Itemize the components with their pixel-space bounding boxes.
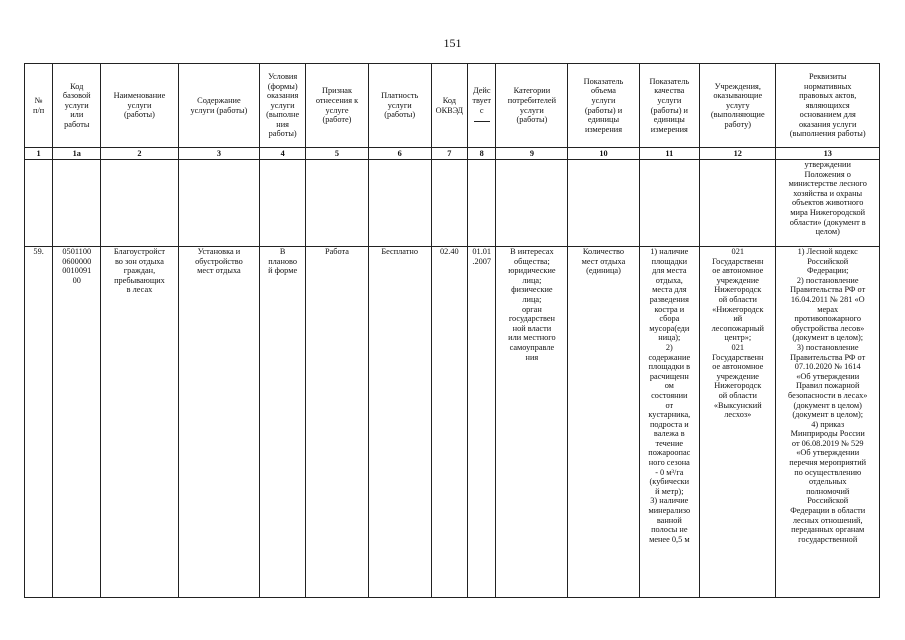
record-code-cell: 0501100 0600000 0010091 00 — [53, 247, 101, 598]
column-number: 3 — [178, 148, 260, 160]
table-cell-empty — [639, 160, 700, 247]
header-cell-quality: Показатель качества услуги (работы) и единицы измерения — [639, 64, 700, 148]
column-number: 1 — [25, 148, 53, 160]
header-cell-content: Содержание услуги (работы) — [178, 64, 260, 148]
record-okved-cell: 02.40 — [431, 247, 468, 598]
record-content-cell: Установка и обустройство мест отдыха — [178, 247, 260, 598]
header-cell-legal-acts: Реквизиты нормативных правовых актов, являющихся основанием для оказания услуги (выполнения работы) — [776, 64, 880, 148]
table-cell-empty — [568, 160, 639, 247]
header-cell-base-code: Код базовой услуги или работы — [53, 64, 101, 148]
record-valid-from-cell: 01.01 .2007 — [468, 247, 496, 598]
services-registry-table — [24, 63, 880, 598]
header-cell-valid-from — [468, 64, 496, 148]
record-number-cell: 59. — [25, 247, 53, 598]
column-number: 9 — [496, 148, 568, 160]
column-number: 11 — [639, 148, 700, 160]
header-cell-attribute: Признак отнесения к услуге (работе) — [306, 64, 369, 148]
table-cell-empty — [53, 160, 101, 247]
header-cell-conditions: Условия (формы) оказания услуги (выполне ния работы) — [260, 64, 306, 148]
record-conditions-cell: В планово й форме — [260, 247, 306, 598]
column-number: 8 — [468, 148, 496, 160]
table-row-continuation — [25, 160, 880, 247]
table-cell-empty — [25, 160, 53, 247]
table-cell-empty — [368, 160, 431, 247]
column-number: 5 — [306, 148, 369, 160]
table-row-59 — [25, 247, 880, 598]
record-quality-cell: 1) наличие площадки для места отдыха, места для разведения костра и сбора мусора(еди ница); 2) содержание площадки в расчищенн ом состоянии от кустарника, подроста и валежа в течение пожароопас ного сезона - 0 м³/га (кубически й метр); 3) наличие минерализо ванной полосы не менее 0,5 м — [639, 247, 700, 598]
table-cell-empty — [496, 160, 568, 247]
table-cell-empty — [101, 160, 178, 247]
column-number: 1а — [53, 148, 101, 160]
header-cell-okved: Код ОКВЭД — [431, 64, 468, 148]
legal-acts-continuation-cell: утверждении Положения о министерстве лесного хозяйства и охраны объектов животного мира Нижегородской области» (документ в целом) — [776, 160, 880, 247]
table-cell-empty — [306, 160, 369, 247]
header-cell-name: Наименование услуги (работы) — [101, 64, 178, 148]
column-number: 4 — [260, 148, 306, 160]
column-number: 12 — [700, 148, 776, 160]
column-number: 10 — [568, 148, 639, 160]
column-number: 7 — [431, 148, 468, 160]
table-cell-empty — [431, 160, 468, 247]
table-cell-empty — [700, 160, 776, 247]
header-cell-volume: Показатель объема услуги (работы) и единицы измерения — [568, 64, 639, 148]
table-header-row — [25, 64, 880, 148]
column-number: 6 — [368, 148, 431, 160]
record-name-cell: Благоустройст во зон отдыха граждан, пребывающих в лесах — [101, 247, 178, 598]
column-number: 2 — [101, 148, 178, 160]
table-cell-empty — [468, 160, 496, 247]
header-valid-from-underline — [474, 117, 490, 122]
page-number: 151 — [443, 36, 462, 50]
header-valid-from-label: Дейс твует с — [472, 86, 492, 115]
header-cell-paid: Платность услуги (работы) — [368, 64, 431, 148]
record-consumers-cell: В интересах общества; юридические лица; физические лица; орган государствен ной власти или местного самоуправле ния — [496, 247, 568, 598]
header-cell-number: № п/п — [25, 64, 53, 148]
record-volume-cell: Количество мест отдыха (единица) — [568, 247, 639, 598]
record-attribute-cell: Работа — [306, 247, 369, 598]
header-cell-institutions: Учреждения, оказывающие услугу (выполняющие работу) — [700, 64, 776, 148]
table-cell-empty — [178, 160, 260, 247]
record-legal-acts-cell: 1) Лесной кодекс Российской Федерации; 2) постановление Правительства РФ от 16.04.2011 № 281 «О мерах противопожарного обустройства лесов» (документ в целом); 3) постановление Правительства РФ от 07.10.2020 № 1614 «Об утверждении Правил пожарной безопасности в лесах» (документ в целом) (документ в целом); 4) приказ Минприроды России от 06.08.2019 № 529 «Об утверждении перечня мероприятий по осуществлению отдельных полномочий Российской Федерации в области лесных отношений, переданных органам государственной — [776, 247, 880, 598]
record-institutions-cell: 021 Государственн ое автономное учреждение Нижегородск ой области «Нижегородск ий лесопожарный центр»; 021 Государственн ое автономное учреждение Нижегородск ой области «Выксунский лесхоз» — [700, 247, 776, 598]
record-paid-cell: Бесплатно — [368, 247, 431, 598]
column-number-row — [25, 148, 880, 160]
header-cell-consumers: Категории потребителей услуги (работы) — [496, 64, 568, 148]
column-number: 13 — [776, 148, 880, 160]
table-cell-empty — [260, 160, 306, 247]
